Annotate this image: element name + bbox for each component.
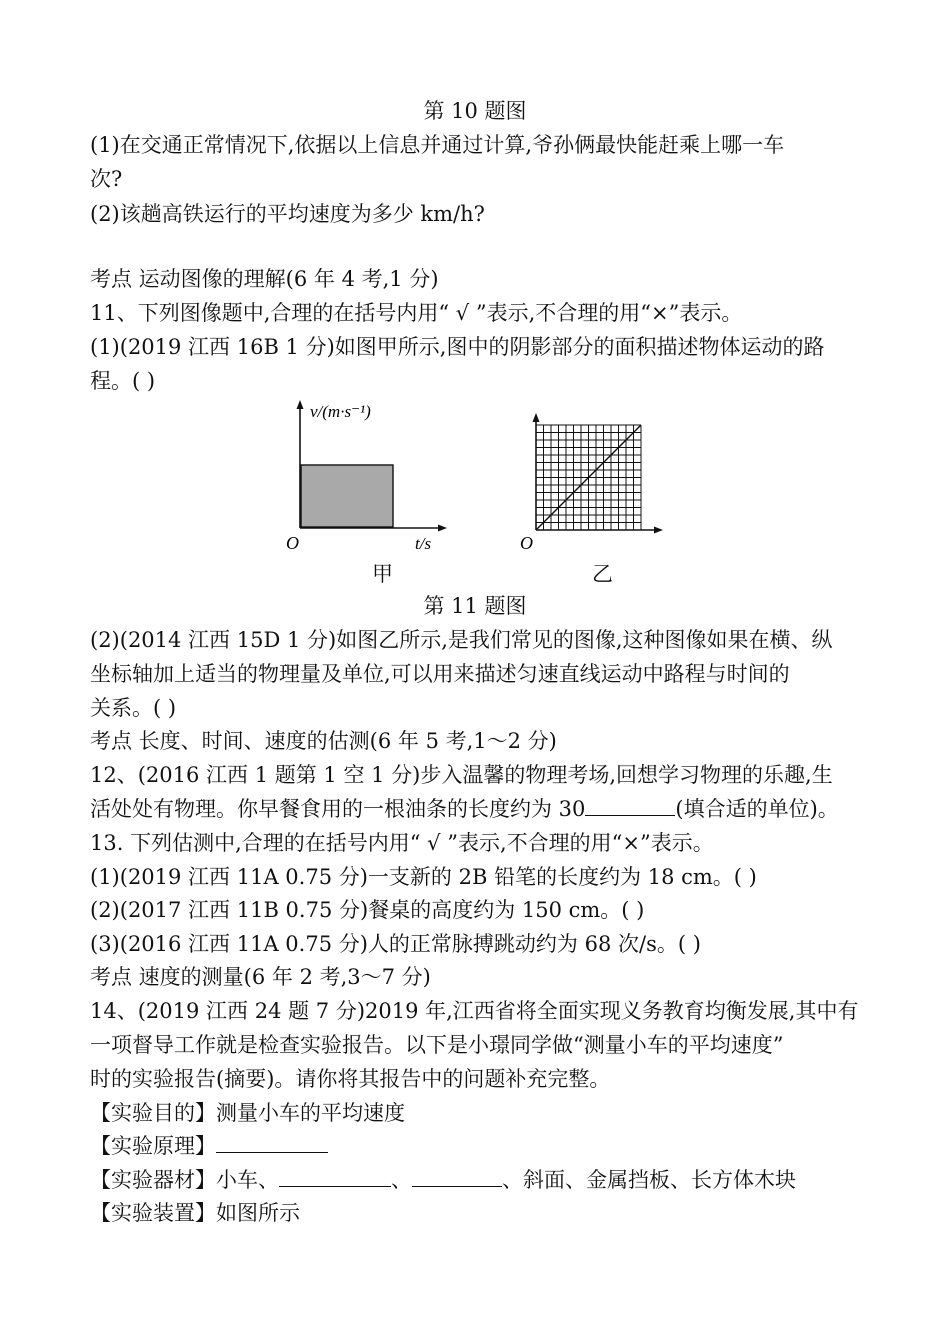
yi-x-axis-arrow-icon: [654, 527, 663, 534]
jia-shaded-area: [301, 465, 393, 527]
figure-11-caption: 第 11 题图: [423, 594, 527, 618]
graph-jia: [286, 400, 447, 553]
question-14-line-2: 一项督导工作就是检查实验报告。以下是小璟同学做“测量小车的平均速度”: [90, 1033, 784, 1057]
question-12-text-a: 活处处有物理。你早餐食用的一根油条的长度约为 30: [90, 797, 586, 821]
figure-label-yi: 乙: [592, 562, 613, 586]
experiment-principle-label: 【实验原理】: [90, 1134, 216, 1158]
experiment-equipment-label: 【实验器材】小车、: [90, 1168, 279, 1192]
figure-11-graphs: [270, 395, 690, 590]
question-13-2: (2)(2017 江西 11B 0.75 分)餐桌的高度约为 150 cm。( ): [90, 898, 645, 922]
experiment-equipment-rest: 、斜面、金属挡板、长方体木块: [502, 1168, 796, 1192]
experiment-purpose: 【实验目的】测量小车的平均速度: [90, 1101, 405, 1125]
section-heading-speed-measurement: 考点 速度的测量(6 年 2 考,3～7 分): [90, 965, 431, 989]
section-heading-motion-graphs: 考点 运动图像的理解(6 年 4 考,1 分): [90, 267, 439, 291]
experiment-equipment: [90, 1163, 870, 1197]
jia-y-axis-label: v/(m·s⁻¹): [310, 402, 371, 421]
experiment-setup: 【实验装置】如图所示: [90, 1201, 300, 1225]
graph-yi: [520, 413, 663, 553]
figure-label-jia: 甲: [372, 562, 393, 586]
question-11-2-line-2: 坐标轴加上适当的物理量及单位,可以用来描述匀速直线运动中路程与时间的: [90, 662, 790, 686]
experiment-equipment-blank-1[interactable]: [279, 1164, 391, 1187]
jia-origin-label: O: [286, 533, 299, 553]
question-13-3: (3)(2016 江西 11A 0.75 分)人的正常脉搏跳动约为 68 次/s。( ): [90, 932, 701, 956]
question-13-intro: 13. 下列估测中,合理的在括号内用“ √ ”表示,不合理的用“×”表示。: [90, 831, 714, 855]
experiment-principle: [90, 1129, 870, 1163]
question-14-line-3: 时的实验报告(摘要)。请你将其报告中的问题补充完整。: [90, 1067, 611, 1091]
question-12-line-1: 12、(2016 江西 1 题第 1 空 1 分)步入温馨的物理考场,回想学习物理的乐趣,生: [90, 763, 833, 787]
question-11-2-line-1: (2)(2014 江西 15D 1 分)如图乙所示,是我们常见的图像,这种图像如果在横、纵: [90, 628, 833, 652]
section-heading-estimation: 考点 长度、时间、速度的估测(6 年 5 考,1～2 分): [90, 729, 557, 753]
question-10-2: (2)该趟高铁运行的平均速度为多少 km/h?: [90, 202, 485, 226]
experiment-equipment-separator: 、: [391, 1168, 412, 1192]
yi-y-axis-arrow-icon: [533, 413, 540, 422]
question-11-1-line-2: 程。( ): [90, 369, 156, 393]
question-11-2-line-3: 关系。( ): [90, 696, 177, 720]
question-11-1-line-1: (1)(2019 江西 16B 1 分)如图甲所示,图中的阴影部分的面积描述物体运动的路: [90, 335, 825, 359]
question-11-intro: 11、下列图像题中,合理的在括号内用“ √ ”表示,不合理的用“×”表示。: [90, 301, 743, 325]
jia-x-axis-arrow-icon: [438, 525, 447, 532]
question-13-1: (1)(2019 江西 11A 0.75 分)一支新的 2B 铅笔的长度约为 18 cm。( ): [90, 865, 757, 889]
jia-x-axis-label: t/s: [415, 534, 432, 553]
figure-11: [270, 395, 690, 590]
experiment-principle-blank[interactable]: [216, 1130, 328, 1153]
question-10-1-line-1: (1)在交通正常情况下,依据以上信息并通过计算,爷孙俩最快能赶乘上哪一车: [90, 133, 785, 157]
question-12-answer-blank[interactable]: [585, 793, 675, 816]
question-10-1-line-2: 次?: [90, 167, 123, 191]
question-12-line-2: [90, 792, 870, 826]
figure-10-caption: 第 10 题图: [423, 99, 527, 123]
question-14-line-1: 14、(2019 江西 24 题 7 分)2019 年,江西省将全面实现义务教育均衡发展,其中有: [90, 999, 859, 1023]
yi-origin-label: O: [520, 533, 533, 553]
question-12-text-b: (填合适的单位)。: [675, 797, 839, 821]
jia-y-axis-arrow-icon: [297, 400, 304, 409]
experiment-equipment-blank-2[interactable]: [412, 1164, 502, 1187]
